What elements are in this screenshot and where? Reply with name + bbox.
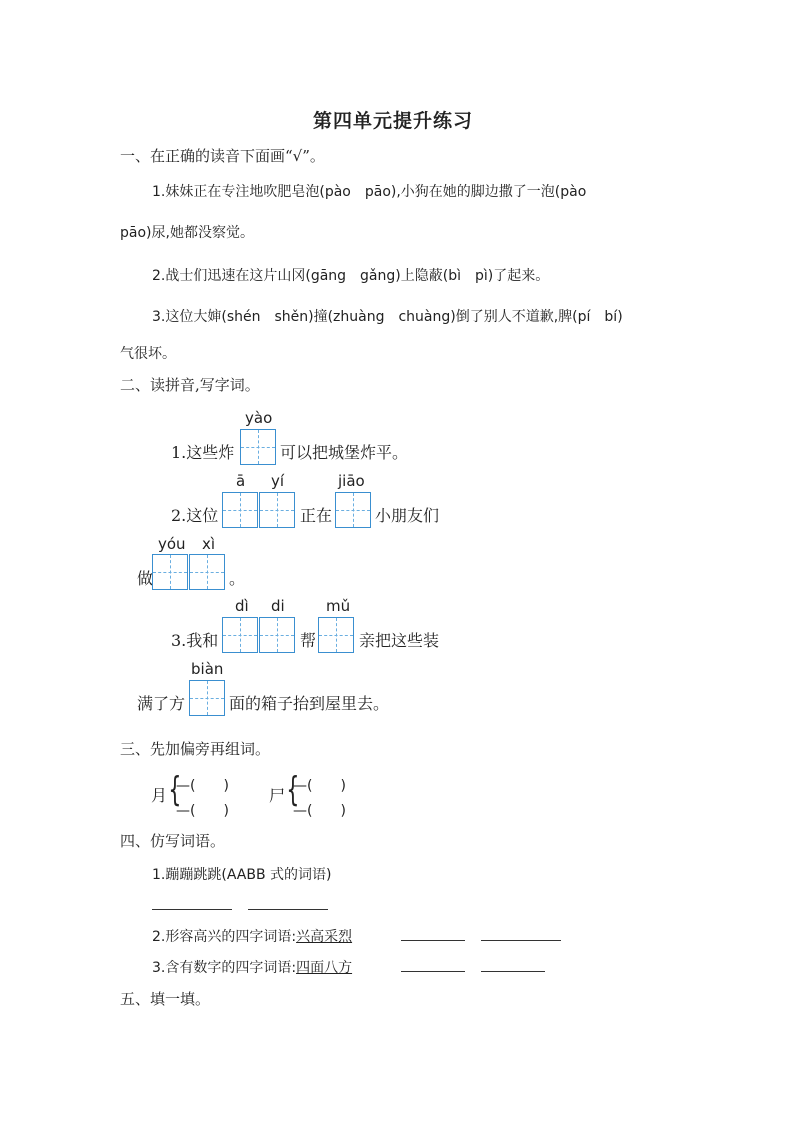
answer-line[interactable] [401,940,465,941]
s4-q3-prompt: 3.含有数字的四字词语: [152,960,297,976]
s4-q3 [152,957,352,977]
brace-icon: { [286,770,300,810]
section-1-heading: 一、在正确的读音下面画“√”。 [120,147,325,165]
word-blank[interactable]: —( ) [176,778,229,794]
answer-line[interactable] [481,971,545,972]
answer-line[interactable] [481,940,561,941]
radical-1: 月 [151,786,168,805]
s2-l5-pre: 满了方 [137,694,186,713]
s2-l4-mid: 帮 [300,631,317,650]
q3-line-a: 3.这位大婶(shén shěn)撞(zhuàng chuàng)倒了别人不道歉,脾(pí bí) [152,309,623,325]
s2-l4-pinyin-2: di [271,597,285,615]
writing-box[interactable] [189,554,225,590]
answer-line[interactable] [248,909,328,910]
s2-l5-post: 面的箱子抬到屋里去。 [229,694,390,713]
s2-l2-mid: 正在 [300,506,333,525]
s2-l5-pinyin: biàn [191,660,224,678]
page-title: 第四单元提升练习 [313,110,474,132]
s2-l2-pinyin-3: jiāo [338,472,365,490]
s2-l1-post: 可以把城堡炸平。 [280,443,409,462]
s2-l3-pre: 做 [137,569,154,588]
s2-l3-post: 。 [229,569,246,588]
s2-l2-pinyin-2: yí [271,472,285,490]
word-blank[interactable]: —( ) [176,803,229,819]
writing-box[interactable] [259,492,295,528]
writing-box[interactable] [222,492,258,528]
section-4-heading: 四、仿写词语。 [120,832,226,850]
q1-line-a: 1.妹妹正在专注地吹肥皂泡(pào pāo),小狗在她的脚边撒了一泡(pào [152,184,587,200]
section-2-heading: 二、读拼音,写字词。 [120,376,260,394]
word-blank[interactable]: —( ) [293,803,346,819]
s2-l1-pinyin: yào [245,409,273,427]
s2-l4-pre: 3.我和 [171,631,219,650]
writing-box[interactable] [335,492,371,528]
section-5-heading: 五、填一填。 [120,990,211,1008]
s2-l4-pinyin-1: dì [235,597,249,615]
writing-box[interactable] [222,617,258,653]
radical-2: 尸 [269,786,286,805]
section-3-heading: 三、先加偏旁再组词。 [120,740,271,758]
s4-q2-example: 兴高采烈 [296,929,353,945]
s4-q3-example: 四面八方 [296,960,353,976]
writing-box[interactable] [189,680,225,716]
word-blank[interactable]: —( ) [293,778,346,794]
s4-q2-prompt: 2.形容高兴的四字词语: [152,929,297,945]
s2-l2-pre: 2.这位 [171,506,219,525]
s2-l4-post: 亲把这些装 [359,631,440,650]
s2-l4-pinyin-3: mǔ [326,597,351,615]
writing-box[interactable] [259,617,295,653]
brace-icon: { [168,770,182,810]
answer-line[interactable] [401,971,465,972]
s2-l3-pinyin-2: xì [202,535,216,553]
s4-q1: 1.蹦蹦跳跳(AABB 式的词语) [152,867,332,883]
s2-l2-post: 小朋友们 [375,506,440,525]
s4-q2 [152,926,352,946]
writing-box[interactable] [318,617,354,653]
answer-line[interactable] [152,909,232,910]
q2-line: 2.战士们迅速在这片山冈(gāng gǎng)上隐蔽(bì pì)了起来。 [152,268,550,284]
s2-l1-pre: 1.这些炸 [171,443,235,462]
q3-line-b: 气很坏。 [120,346,176,362]
s2-l2-pinyin-1: ā [236,472,246,490]
s2-l3-pinyin-1: yóu [158,535,186,553]
q1-line-b: pāo)尿,她都没察觉。 [120,225,254,241]
writing-box[interactable] [240,429,276,465]
writing-box[interactable] [152,554,188,590]
